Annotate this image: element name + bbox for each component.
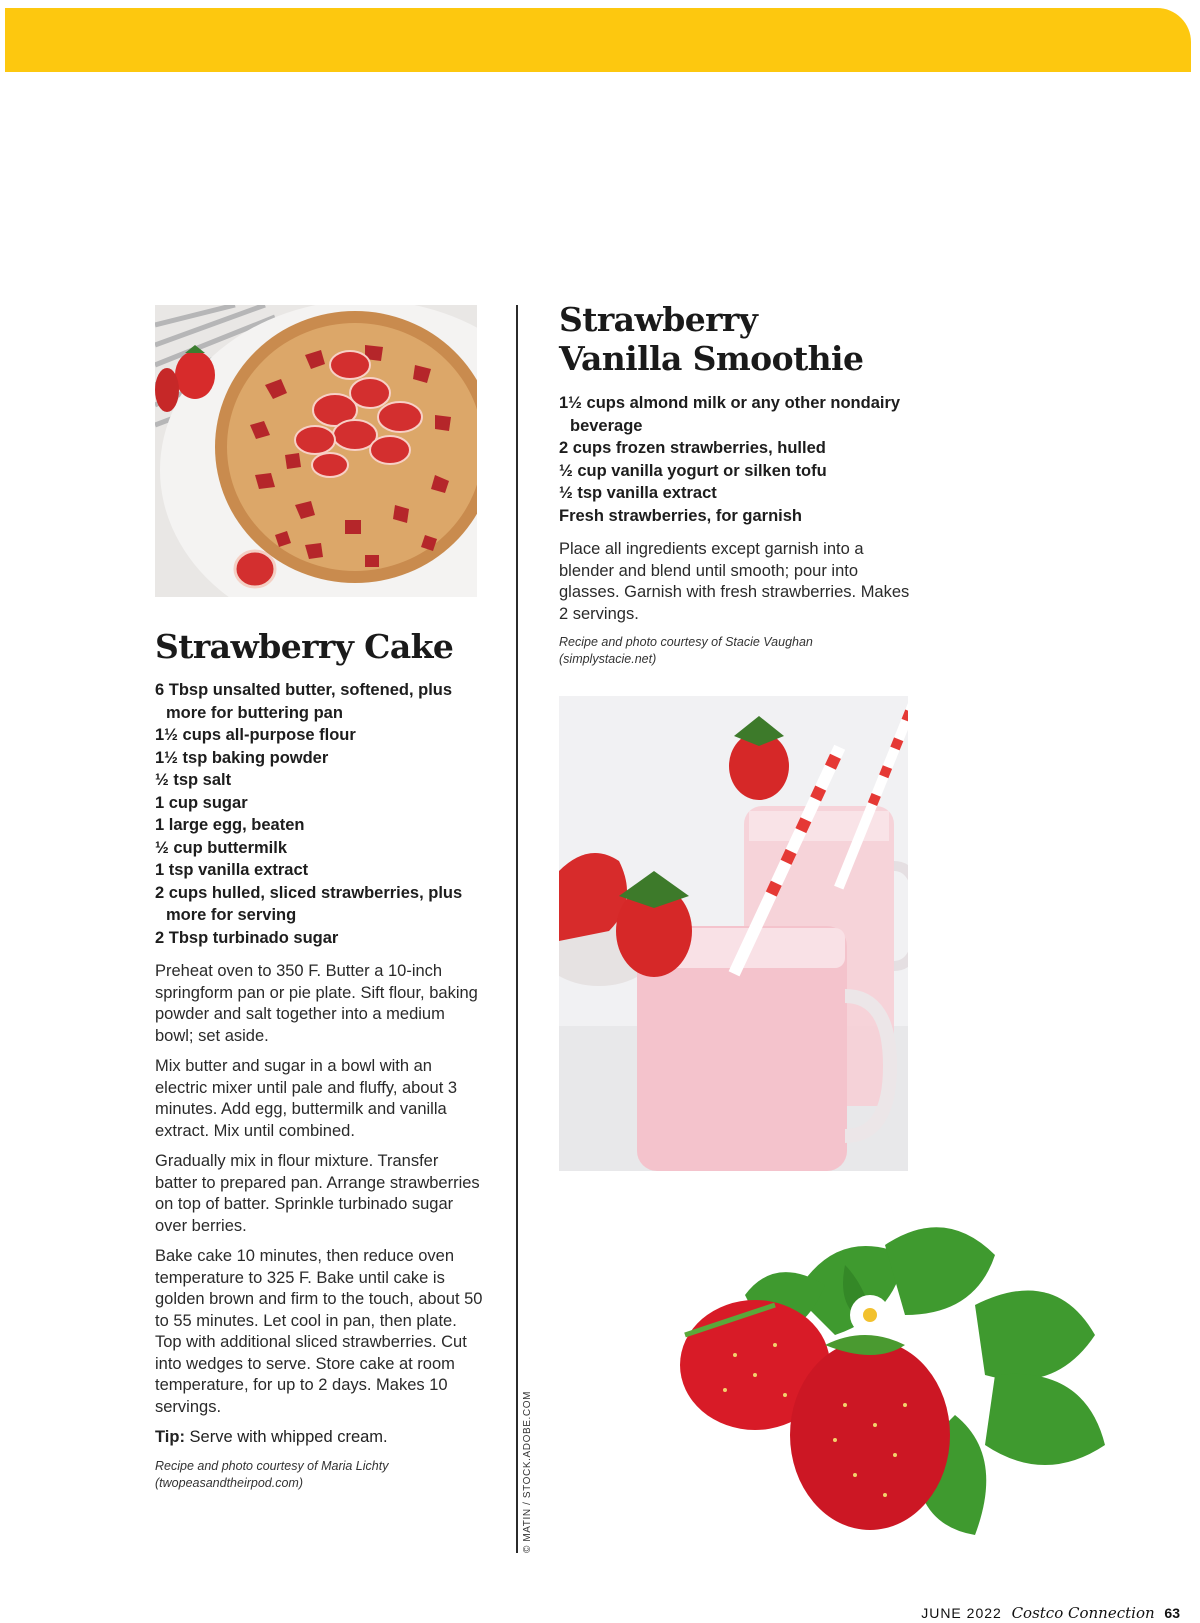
smoothie-title-line: Strawberry [559,300,758,339]
tip-text: Serve with whipped cream. [184,1428,388,1446]
ingredient-item: 2 cups frozen strawberries, hulled [559,439,826,457]
ingredient-item: ½ tsp vanilla extract [559,484,717,502]
column-divider [516,305,518,1553]
smoothie-ingredients-list [559,392,919,527]
header-color-band [5,8,1191,72]
courtesy-line: Recipe and photo courtesy of Maria Lichty [155,1458,389,1473]
ingredient-item: 1½ tsp baking powder [155,748,329,767]
ingredient-item: 1 large egg, beaten [155,816,305,834]
strawberries-photo [645,1225,1155,1555]
cake-tip [155,1427,485,1449]
cake-step: Gradually mix in flour mixture. Transfer batter to prepared pan. Arrange strawberries on top of batter. Sprinkle turbinado sugar over berries. [155,1152,480,1235]
cake-step: Preheat oven to 350 F. Butter a 10-inch springform pan or pie plate. Sift flour, baking powder and salt together into a medium bowl; set aside. [155,962,478,1045]
smoothie-title [559,300,919,378]
courtesy-line: (twopeasandtheirpod.com) [155,1475,303,1490]
ingredient-item: ½ tsp salt [155,771,232,789]
smoothie-recipe [559,300,919,1171]
page-number: 63 [1164,1605,1180,1621]
strawberry-smoothie-photo [559,696,908,1171]
cake-recipe [155,305,485,1492]
ingredient-item: Fresh strawberries, for garnish [559,506,802,525]
smoothie-step: Place all ingredients except garnish into a blender and blend until smooth; pour into glasses. Garnish with fresh strawberries. Makes 2 servings. [559,540,910,623]
cake-step: Bake cake 10 minutes, then reduce oven temperature to 325 F. Bake until cake is golden brown and firm to the touch, about 50 to 55 minutes. Let cool in pan, then plate. Top with additional sliced strawberries. Cut into wedges to serve. Store cake at room temperature, for up to 2 days. Makes 10 servings. [155,1247,483,1416]
tip-label: Tip: [155,1428,185,1446]
ingredient-item: 1 tsp vanilla extract [155,861,309,879]
smoothie-title-line: Vanilla Smoothie [559,339,864,378]
magazine-name: Costco Connection [1011,1604,1155,1622]
cake-title: Strawberry Cake [155,627,454,666]
strawberry-cake-photo [155,305,477,597]
ingredient-item: 2 cups hulled, sliced strawberries, plus more for serving [155,883,463,924]
page-footer [921,1604,1180,1622]
courtesy-line: (simplystacie.net) [559,652,657,666]
ingredient-item: ½ cup buttermilk [155,838,288,857]
ingredient-item: 6 Tbsp unsalted butter, softened, plus more for buttering pan [155,681,453,722]
ingredient-item: ½ cup vanilla yogurt or silken tofu [559,461,827,480]
ingredient-item: 1 cup sugar [155,793,248,812]
cake-ingredients-list [155,679,485,949]
cake-courtesy [155,1458,485,1492]
ingredient-item: 1½ cups almond milk or any other nondairy beverage [559,394,901,435]
ingredient-item: 1½ cups all-purpose flour [155,726,356,744]
ingredient-item: 2 Tbsp turbinado sugar [155,928,339,947]
issue-date: JUNE 2022 [921,1605,1002,1621]
photo-credit: © MATIN / STOCK.ADOBE.COM [522,1390,533,1553]
courtesy-line: Recipe and photo courtesy of Stacie Vaughan [559,635,813,649]
smoothie-courtesy [559,634,919,668]
cake-step: Mix butter and sugar in a bowl with an electric mixer until pale and fluffy, about 3 minutes. Add egg, buttermilk and vanilla extract. Mix until combined. [155,1057,458,1140]
